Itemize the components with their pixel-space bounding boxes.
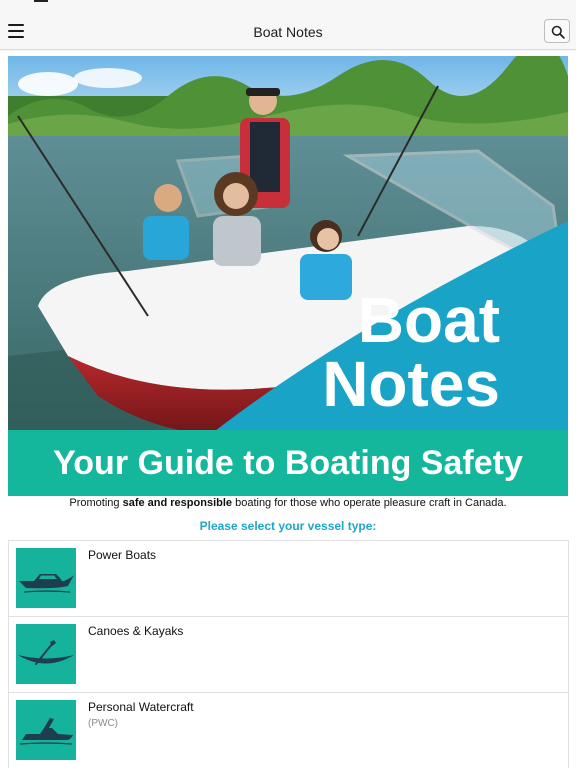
vessel-type-list: [8, 540, 569, 768]
vessel-item-sublabel: (PWC): [88, 718, 118, 729]
vessel-item-label: Canoes & Kayaks: [88, 624, 184, 638]
search-button[interactable]: [544, 19, 570, 43]
vessel-item-power-boats[interactable]: [8, 541, 569, 617]
page-title: Boat Notes: [253, 24, 323, 40]
power-boat-thumbnail: [16, 548, 76, 608]
status-indicator: [34, 0, 48, 2]
vessel-select-prompt: Please select your vessel type:: [199, 519, 377, 533]
canoe-icon: [16, 624, 76, 684]
power-boat-icon: [16, 548, 76, 608]
personal-watercraft-thumbnail: [16, 700, 76, 760]
navigation-bar: [0, 14, 576, 50]
hero-subtitle-banner: Your Guide to Boating Safety: [8, 430, 568, 496]
hero-title-line2: Notes: [322, 348, 500, 420]
hero-banner-image: [8, 56, 568, 496]
vessel-item-label: Power Boats: [88, 548, 157, 562]
main-content: [0, 51, 576, 768]
personal-watercraft-icon: [16, 700, 76, 760]
search-icon: [551, 25, 565, 39]
hero-title-line1: Boat: [357, 284, 500, 356]
tagline: Promoting safe and responsible boating for those who operate pleasure craft in Canada.: [69, 497, 507, 509]
vessel-item-canoes-kayaks[interactable]: [8, 617, 569, 693]
canoe-thumbnail: [16, 624, 76, 684]
status-bar: [0, 0, 576, 14]
vessel-item-label: Personal Watercraft: [88, 700, 194, 714]
vessel-item-personal-watercraft[interactable]: [8, 693, 569, 768]
